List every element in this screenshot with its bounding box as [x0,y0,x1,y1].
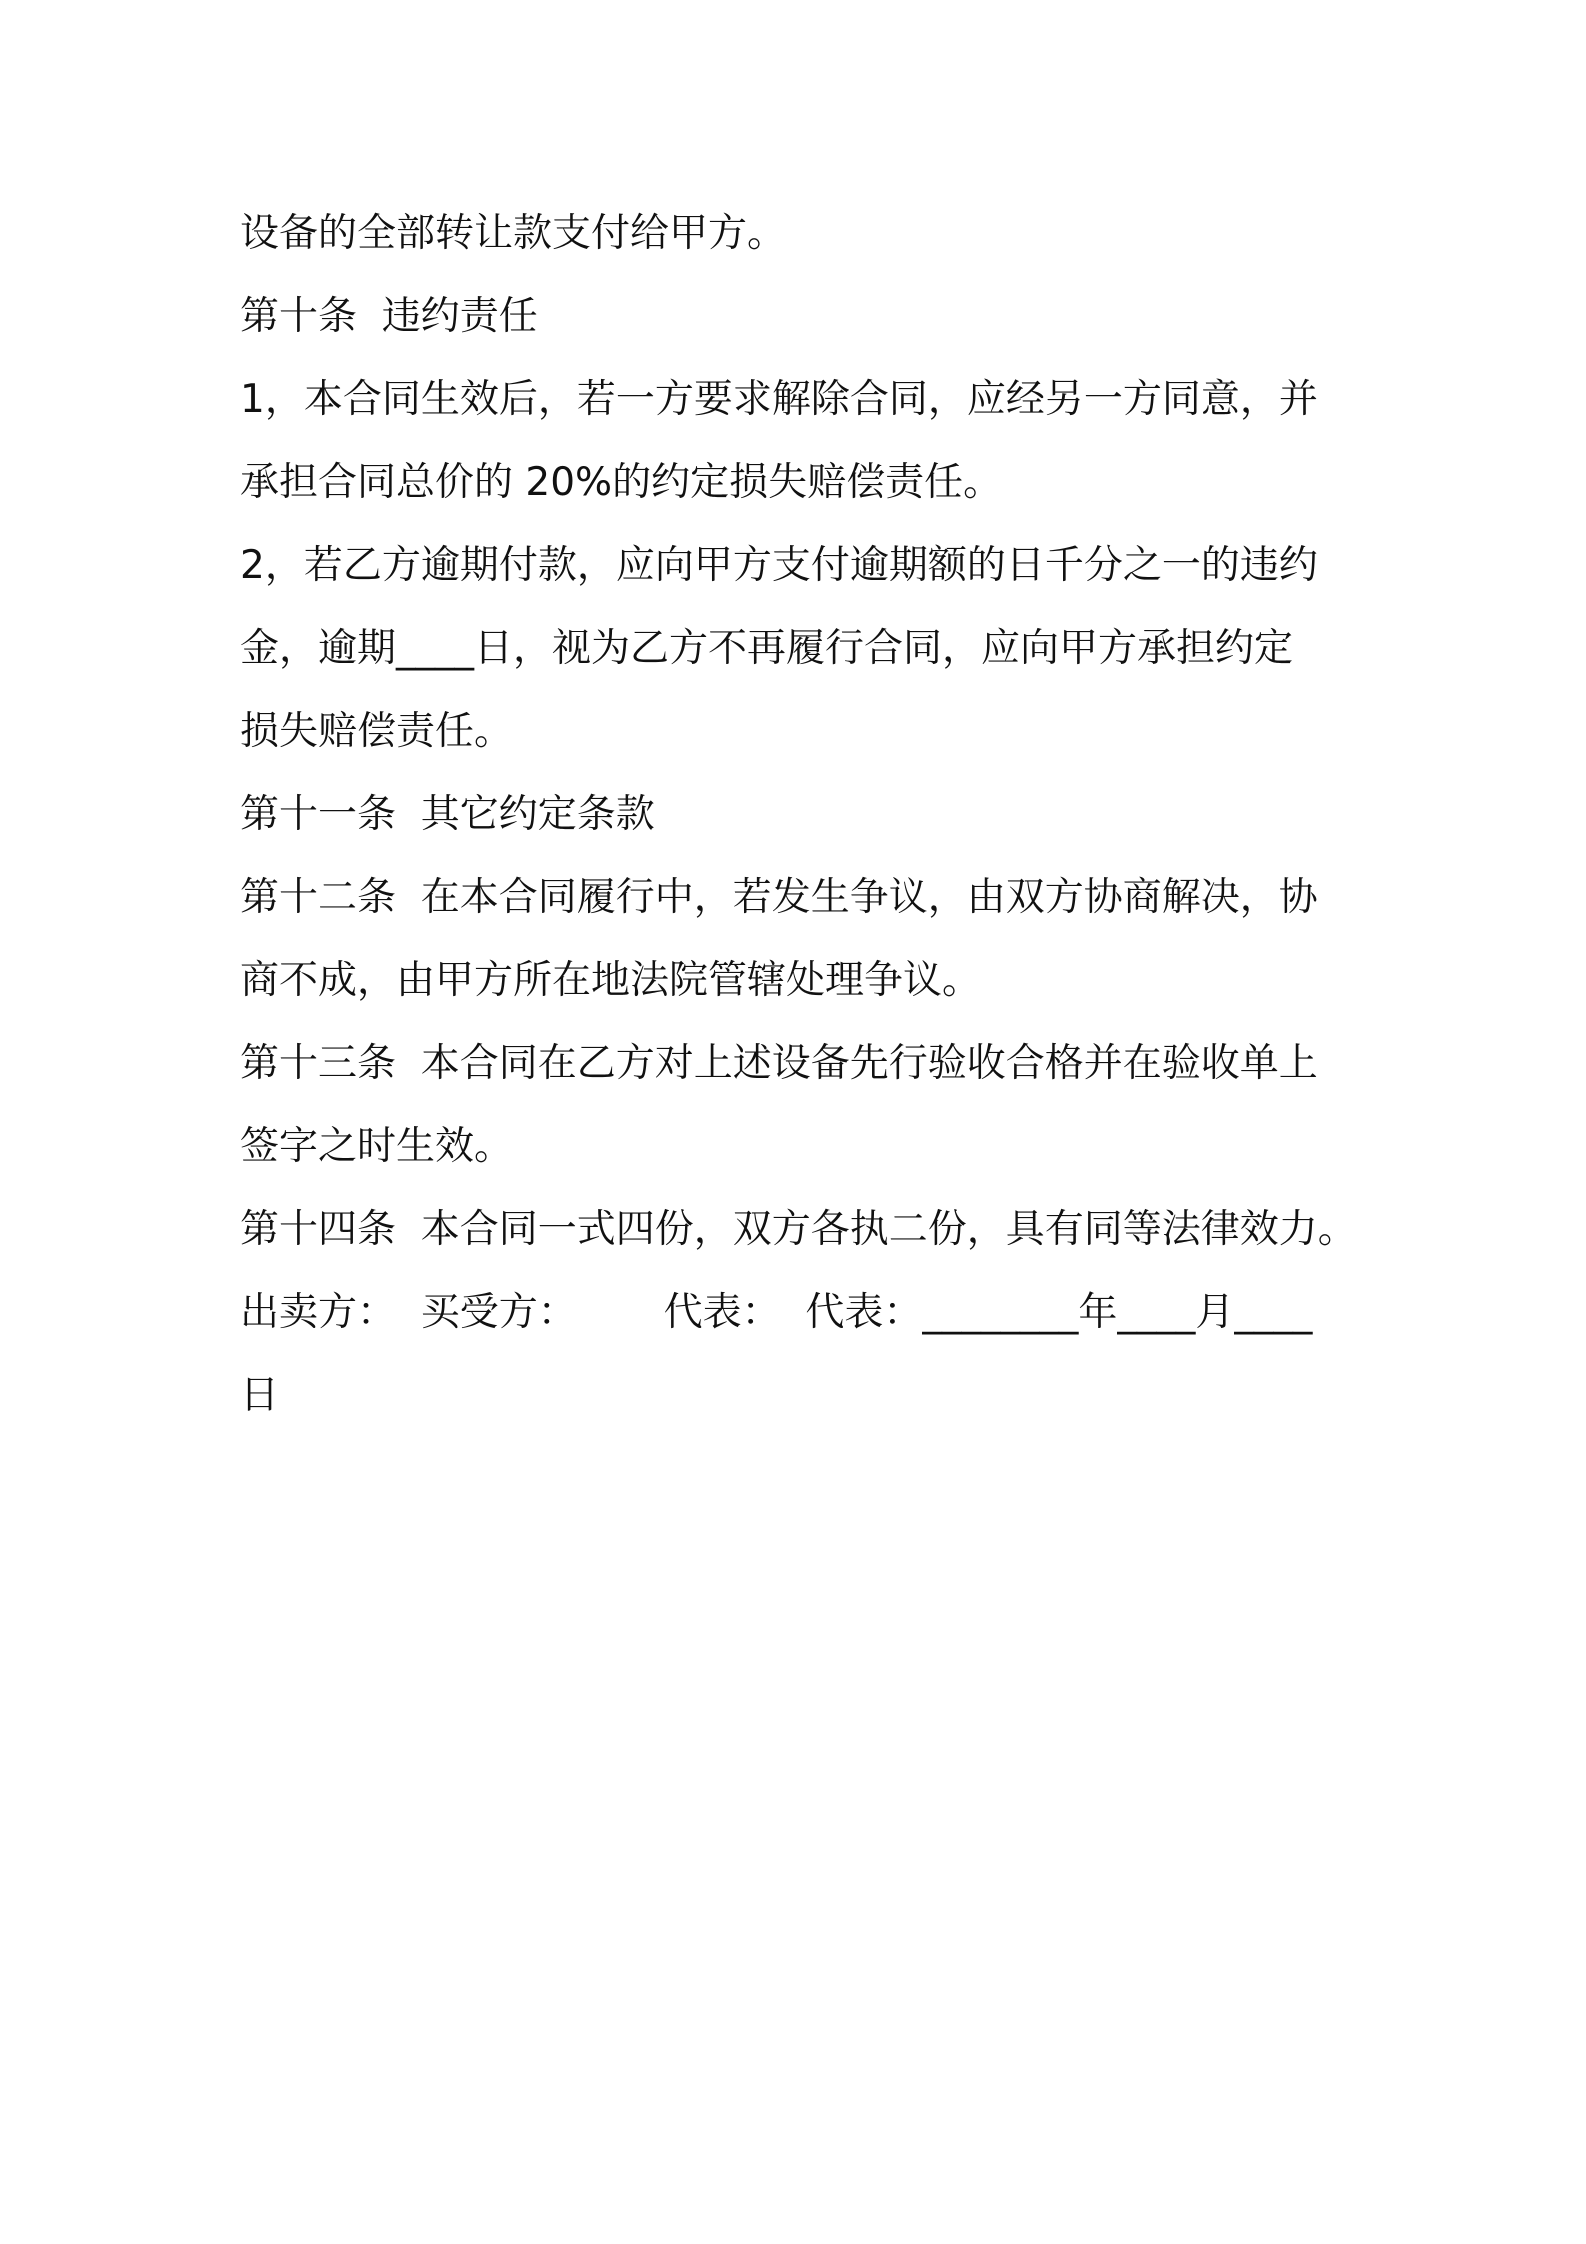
date-line: 日 [240,1373,280,1418]
text-line: 1，本合同生效后，若一方要求解除合同，应经另一方同意，并 [240,377,1318,422]
article-heading: 第十条 违约责任 [240,294,538,339]
text-line: 第十三条 本合同在乙方对上述设备先行验收合格并在验收单上 [240,1041,1318,1086]
text-line: 2，若乙方逾期付款，应向甲方支付逾期额的日千分之一的违约 [240,543,1318,588]
article-heading: 第十一条 其它约定条款 [240,792,655,837]
text-line: 承担合同总价的 20%的约定损失赔偿责任。 [240,460,1003,505]
text-line: 第十二条 在本合同履行中，若发生争议，由双方协商解决，协 [240,875,1318,920]
document-body [240,192,1365,1437]
text-line: 损失赔偿责任。 [240,709,514,754]
text-line: 签字之时生效。 [240,1124,514,1169]
signature-line: 出卖方： 买受方： 代表： 代表：________年____月____ [240,1290,1313,1335]
text-line: 商不成，由甲方所在地法院管辖处理争议。 [240,958,982,1003]
text-line: 设备的全部转让款支付给甲方。 [240,211,787,256]
text-line: 金，逾期____日，视为乙方不再履行合同，应向甲方承担约定 [240,626,1294,671]
text-line: 第十四条 本合同一式四份，双方各执二份，具有同等法律效力。 [240,1207,1357,1252]
